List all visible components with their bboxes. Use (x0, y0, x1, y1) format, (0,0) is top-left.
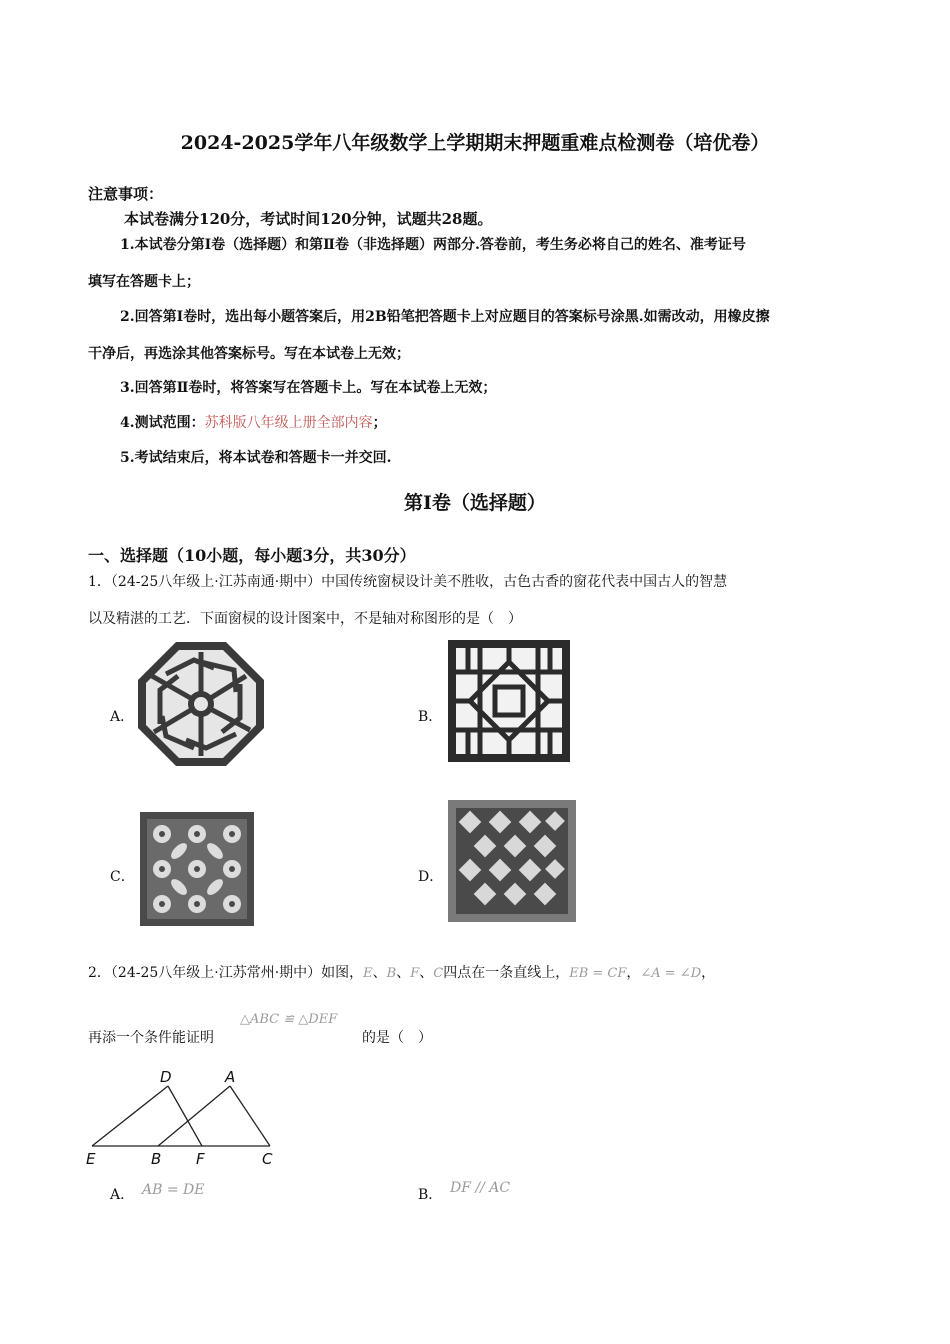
q2-mid: 四点在一条直线上， (443, 965, 570, 981)
q1-option-c-image (140, 812, 254, 926)
q2-label-e: E (86, 1150, 96, 1168)
q2-segment-ba (158, 1086, 230, 1146)
test-scope: 苏科版八年级上册全部内容 (204, 415, 373, 431)
q1-option-a-image (136, 640, 266, 768)
q2-label-c: C (262, 1150, 273, 1168)
note-item-1-cont: 填写在答题卡上； (88, 274, 200, 290)
q2-label-d: D (160, 1068, 172, 1086)
q2-condition-angles: ∠A = ∠D (640, 966, 702, 981)
q2-comma-1: ， (626, 965, 641, 981)
q2-sep-2: 、 (396, 965, 411, 981)
q1-option-d-label: D． (418, 869, 444, 885)
q2-option-b-label: B． (418, 1187, 443, 1203)
q2-label-b: B (151, 1150, 162, 1168)
q2-label-a: A (225, 1068, 236, 1086)
q2-point-e: E (363, 966, 373, 981)
q2-point-f: F (410, 966, 420, 981)
q2-segment-df (168, 1086, 202, 1146)
q1-stem-line1: 1．（24-25八年级上·江苏南通·期中）中国传统窗棂设计美不胜收，古色古香的窗花代表中国古人的智慧 (88, 574, 728, 590)
q2-condition-eb-cf: EB = CF (569, 966, 627, 981)
q1-option-b-image (448, 640, 570, 762)
q2-stem-line2-b: 的是（ ） (362, 1030, 432, 1046)
note-item-5: 5.考试结束后，将本试卷和答题卡一并交回. (120, 450, 392, 466)
note-item-3: 3.回答第Ⅱ卷时，将答案写在答题卡上。写在本试卷上无效； (120, 380, 497, 396)
note-item-4 (120, 412, 387, 432)
notes-intro: 本试卷满分120分，考试时间120分钟，试题共28题。 (124, 210, 493, 228)
q1-option-d-image (448, 800, 576, 922)
note-item-4-prefix: 4.测试范围： (120, 415, 205, 431)
note-item-4-suffix: ； (372, 415, 387, 431)
q1-stem-line2: 以及精湛的工艺．下面窗棂的设计图案中，不是轴对称图形的是（ ） (88, 611, 522, 627)
q2-sep-3: 、 (419, 965, 434, 981)
q1-option-a-label: A． (110, 709, 135, 725)
q2-congruence: △ABC ≌ △DEF (240, 1012, 338, 1027)
q2-stem-line1 (88, 962, 715, 982)
note-item-2-cont: 干净后，再选涂其他答案标号。写在本试卷上无效； (88, 346, 410, 362)
q2-segment-ed (92, 1086, 168, 1146)
section-title: 第I卷（选择题） (404, 492, 546, 514)
q2-option-a: AB = DE (142, 1182, 205, 1198)
note-item-2: 2.回答第Ⅰ卷时，选出每小题答案后，用2B铅笔把答题卡上对应题目的答案标号涂黑.如需改动，用橡皮擦 (120, 309, 770, 325)
note-item-1: 1.本试卷分第Ⅰ卷（选择题）和第Ⅱ卷（非选择题）两部分.答卷前，考生务必将自己的姓名、准考证号 (120, 237, 746, 253)
q2-point-c: C (433, 966, 444, 981)
q2-option-a-label: A． (110, 1187, 135, 1203)
q1-option-c-label: C． (110, 869, 135, 885)
q2-label-f: F (196, 1150, 205, 1168)
q2-sep-1: 、 (372, 965, 387, 981)
q2-option-b: DF // AC (450, 1180, 511, 1196)
notes-heading: 注意事项： (88, 185, 164, 203)
q2-comma-2: ， (701, 965, 716, 981)
part-heading: 一、选择题（10小题，每小题3分，共30分） (88, 546, 416, 565)
page-title: 2024-2025学年八年级数学上学期期末押题重难点检测卷（培优卷） (180, 132, 770, 154)
q2-figure (82, 1066, 282, 1168)
q2-segment-ac (230, 1086, 270, 1146)
q2-prefix: 2．（24-25八年级上·江苏常州·期中）如图， (88, 965, 364, 981)
q1-option-b-label: B． (418, 709, 443, 725)
q2-stem-line2-a: 再添一个条件能证明 (88, 1030, 214, 1046)
q2-point-b: B (386, 966, 397, 981)
